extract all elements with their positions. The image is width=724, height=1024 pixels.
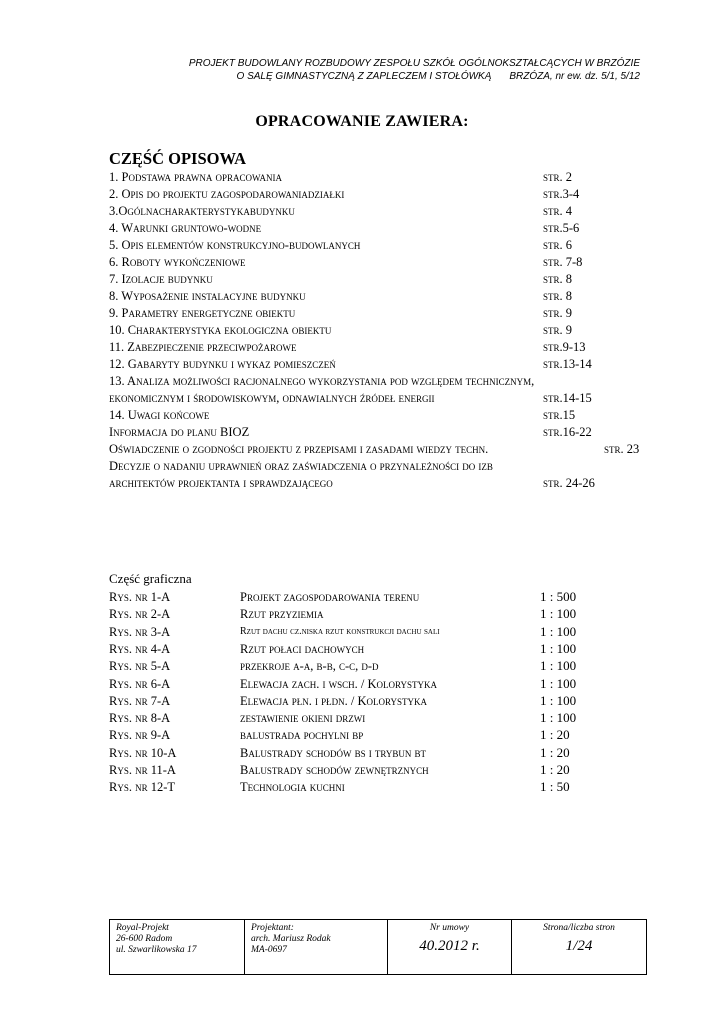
page-count-label: Strona/liczba stron [543, 923, 615, 933]
drawing-scale: 1 : 20 [540, 762, 570, 777]
drawing-title: balustrada pochylni bp [240, 728, 364, 742]
designer-cell [245, 920, 388, 974]
drawing-scale: 1 : 100 [540, 693, 577, 708]
header-line-2-text: O SALĘ GIMNASTYCZNĄ Z ZAPLECZEM I STOŁÓWKĄ [236, 71, 492, 82]
drawing-scale: 1 : 100 [540, 606, 577, 621]
header-line-2 [237, 71, 640, 82]
drawing-number: Rys. nr 9-A [109, 728, 171, 742]
drawing-number: Rys. nr 2-A [109, 607, 171, 621]
designer-label: Projektant: [251, 923, 294, 933]
drawing-number: Rys. nr 1-A [109, 590, 171, 604]
graphic-section-heading: Część graficzna [109, 571, 192, 586]
page-count-cell [512, 920, 646, 974]
drawing-number: Rys. nr 3-A [109, 625, 171, 639]
toc-item: architektów projektanta i sprawdzającego [109, 476, 333, 490]
drawing-title: Technologia kuchni [240, 780, 345, 794]
toc-item: 6. Roboty wykończeniowe [109, 255, 246, 269]
drawing-number: Rys. nr 10-A [109, 746, 177, 760]
drawing-scale: 1 : 100 [540, 624, 577, 639]
designer-name: arch. Mariusz Rodak [251, 934, 331, 944]
drawing-title: Balustrady schodów bs i trybun bt [240, 746, 426, 760]
toc-item-page: str. 23 [604, 442, 640, 456]
drawing-scale: 1 : 50 [540, 779, 570, 794]
toc-item: 4. Warunki gruntowo-wodne [109, 221, 262, 235]
contract-cell [388, 920, 512, 974]
toc-item-page: str.3-4 [543, 187, 580, 201]
drawing-number: Rys. nr 11-A [109, 763, 176, 777]
toc-item-page: str. 8 [543, 272, 573, 286]
toc-item-page: str. 7-8 [543, 255, 583, 269]
drawing-title: Elewacja płn. i płdn. / Kolorystyka [240, 694, 428, 708]
toc-item: 14. Uwagi końcowe [109, 408, 210, 422]
drawing-scale: 1 : 100 [540, 676, 577, 691]
toc-item: ekonomicznym i środowiskowym, odnawialnych źródeł energii [109, 391, 435, 405]
drawing-scale: 1 : 100 [540, 710, 577, 725]
toc-item-page: str.16-22 [543, 425, 592, 439]
toc-item-page: str. 4 [543, 204, 573, 218]
toc-item: 7. Izolacje budynku [109, 272, 213, 286]
header-location-ref: BRZÓZA, nr ew. dz. 5/1, 5/12 [509, 71, 640, 82]
toc-item-page: str. 6 [543, 238, 573, 252]
drawing-scale: 1 : 100 [540, 658, 577, 673]
toc-item-page: str.5-6 [543, 221, 580, 235]
drawing-number: Rys. nr 8-A [109, 711, 171, 725]
toc-item: 11. Zabezpieczenie przeciwpożarowe [109, 340, 297, 354]
company-name: Royal-Projekt [116, 923, 169, 933]
toc-item: 12. Gabaryty budynku i wykaz pomieszczeń [109, 357, 336, 371]
drawing-number: Rys. nr 5-A [109, 659, 171, 673]
drawing-title: przekroje a-a, b-b, c-c, d-d [240, 659, 379, 673]
toc-item-page: str. 9 [543, 323, 573, 337]
designer-license: MA-0697 [251, 945, 287, 955]
toc-item-page: str. 9 [543, 306, 573, 320]
contract-label: Nr umowy [429, 923, 470, 933]
toc-item-page: str.9-13 [543, 340, 586, 354]
toc-item-page: str.14-15 [543, 391, 592, 405]
toc-item-page: str.15 [543, 408, 576, 422]
drawing-title: Rzut przyziemia [240, 607, 324, 621]
toc-item: 2. Opis do projektu zagospodarowaniadziałki [109, 187, 345, 201]
toc-item: 8. Wyposażenie instalacyjne budynku [109, 289, 306, 303]
title-block [109, 919, 647, 975]
toc-item: 10. Charakterystyka ekologiczna obiektu [109, 323, 332, 337]
page-count-value: 1/24 [565, 938, 593, 954]
toc-item: Informacja do planu BIOZ [109, 425, 250, 439]
drawing-title: Balustrady schodów zewnętrznych [240, 763, 429, 777]
toc-item: 5. Opis elementów konstrukcyjno-budowlanych [109, 238, 361, 252]
contract-number: 40.2012 r. [419, 938, 480, 954]
header-line-1: PROJEKT BUDOWLANY ROZBUDOWY ZESPOŁU SZKÓŁ OGÓLNOKSZTAŁCĄCYCH W BRZÓZIE [188, 58, 640, 69]
toc-item: 9. Parametry energetyczne obiektu [109, 306, 296, 320]
descriptive-section-heading: CZĘŚĆ OPISOWA [109, 149, 247, 168]
toc-item-page: str.13-14 [543, 357, 592, 371]
document-title: OPRACOWANIE ZAWIERA: [255, 113, 469, 130]
drawing-scale: 1 : 20 [540, 745, 570, 760]
drawing-number: Rys. nr 4-A [109, 642, 171, 656]
toc-item: Decyzje o nadaniu uprawnień oraz zaświadczenia o przynależności do izb [109, 459, 493, 473]
drawing-scale: 1 : 500 [540, 589, 577, 604]
drawing-scale: 1 : 100 [540, 641, 577, 656]
drawing-number: Rys. nr 6-A [109, 677, 171, 691]
drawing-title: Elewacja zach. i wsch. / Kolorystyka [240, 677, 438, 691]
company-postcode: 26-600 Radom [116, 934, 173, 944]
toc-item-page: str. 2 [543, 170, 573, 184]
company-street: ul. Szwarlikowska 17 [116, 945, 197, 955]
drawing-number: Rys. nr 12-T [109, 780, 176, 794]
drawing-scale: 1 : 20 [540, 727, 570, 742]
toc-item-page: str. 8 [543, 289, 573, 303]
drawing-number: Rys. nr 7-A [109, 694, 171, 708]
toc-item-page: str. 24-26 [543, 476, 595, 490]
toc-item: 3.Ogólnacharakterystykabudynku [109, 204, 295, 218]
toc-item: 13. Analiza możliwości racjonalnego wykorzystania pod względem technicznym, [109, 374, 535, 388]
drawing-title: Rzut połaci dachowych [240, 642, 365, 656]
toc-item: 1. Podstawa prawna opracowania [109, 170, 283, 184]
drawing-title: Projekt zagospodarowania terenu [240, 590, 420, 604]
drawing-title: zestawienie okieni drzwi [240, 711, 366, 725]
drawing-title: Rzut dachu cz.niska rzut konstrukcji dachu sali [240, 626, 440, 637]
toc-item: Oświadczenie o zgodności projektu z przepisami i zasadami wiedzy techn. [109, 442, 489, 456]
company-cell [110, 920, 245, 974]
